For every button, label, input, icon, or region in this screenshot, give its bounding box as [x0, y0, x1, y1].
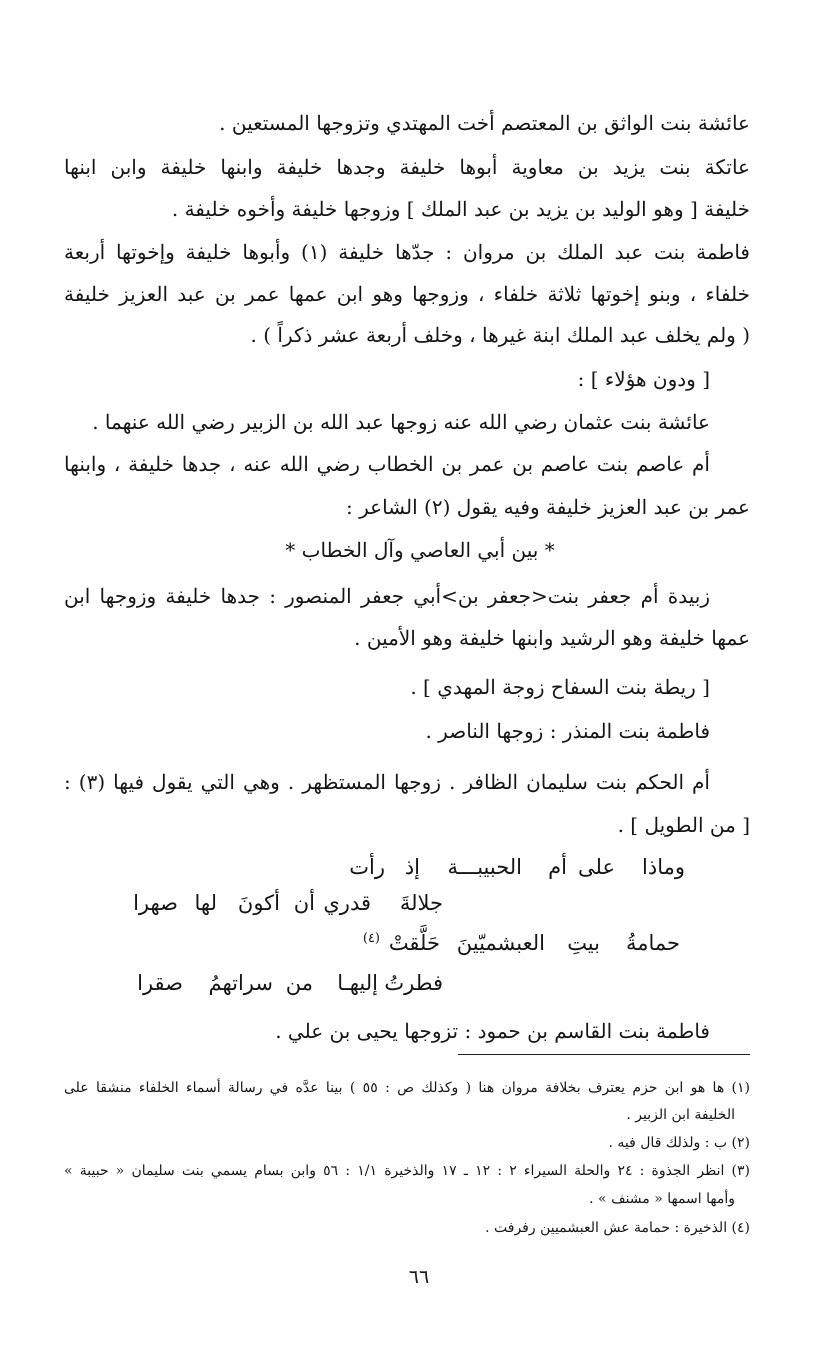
footnote-2: (٢) ب : ولذلك قال فيه .: [608, 1135, 750, 1151]
footnote-3-cont: وأمها اسمها « مشنف » .: [589, 1191, 735, 1207]
text-line-5: خلفاء ، وبنو إخوتها ثلاثة خلفاء ، وزوجها وهو ابن عمها عمر بن عبد العزيز خليفة: [64, 282, 750, 306]
text-line-6: ( ولم يخلف عبد الملك ابنة غيرها ، وخلف أربعة عشر ذكراً ) .: [250, 323, 750, 347]
footnote-1-cont: الخليفة ابن الزبير .: [626, 1107, 735, 1123]
text-line-4: فاطمة بنت عبد الملك بن مروان : جدّها خليفة (١) وأبوها خليفة وإخوتها أربعة: [64, 240, 750, 264]
footnote-separator: [458, 1054, 750, 1055]
text-line-12: زبيدة أم جعفر بنت<جعفر بن>أبي جعفر المنصور : جدها خليفة وزوجها ابن: [64, 584, 710, 608]
text-line-10: عمر بن عبد العزيز خليفة وفيه يقول (٢) الشاعر :: [346, 495, 750, 519]
text-line-2: عاتكة بنت يزيد بن معاوية أبوها خليفة وجدها خليفة وابنها خليفة وابن ابنها: [64, 155, 750, 179]
text-line-18: فاطمة بنت القاسم بن حمود : تزوجها يحيى بن علي .: [275, 1019, 710, 1043]
text-line-8: عائشة بنت عثمان رضي الله عنه زوجها عبد الله بن الزبير رضي الله عنهما .: [92, 410, 710, 434]
text-line-1: عائشة بنت الواثق بن المعتصم أخت المهتدي وتزوجها المستعين .: [219, 111, 750, 135]
footnote-3: (٣) انظر الجذوة : ٢٤ والحلة السيراء ٢ : ١٢ ـ ١٧ والذخيرة ١/١ : ٥٦ وابن بسام يسمي بنت سليمان « حبيبة »: [64, 1163, 750, 1179]
text-line-17: [ من الطويل ] .: [617, 813, 750, 837]
text-line-11-hemistich: * بين أبي العاصي وآل الخطاب *: [285, 538, 555, 562]
text-line-7: [ ودون هؤلاء ] :: [577, 367, 710, 391]
text-line-13: عمها خليفة وهو الرشيد وابنها خليفة وهو الأمين .: [354, 626, 750, 650]
text-line-16: أم الحكم بنت سليمان الظافر . زوجها المستظهر . وهي التي يقول فيها (٣) :: [64, 770, 710, 794]
text-line-9: أم عاصم بنت عاصم بن عمر بن الخطاب رضي الله عنه ، جدها خليفة ، وابنها: [64, 452, 710, 476]
book-page: عائشة بنت الواثق بن المعتصم أخت المهتدي وتزوجها المستعين . عاتكة بنت يزيد بن معاوية أبوها خليفة وجدها خليفة وابنها خليفة وابن ابنها خليفة [ وهو الوليد بن يزيد بن عبد الملك ] وزوجها خليفة وأخوه خليفة . فاطمة بنت عبد الملك بن مروان : جدّها خليفة (١) وأبوها خليفة وإخوتها أربعة خلفاء ، وبنو إخوتها ثلاثة خلفاء ، وزوجها وهو ابن عمها عمر بن عبد العزيز خليفة ( ولم يخلف عبد الملك ابنة غيرها ، وخلف أربعة عشر ذكراً ) . [ ودون هؤلاء ] : عائشة بنت عثمان رضي الله عنه زوجها عبد الله بن الزبير رضي الله عنهما . أم عاصم بنت عاصم بن عمر بن الخطاب رضي الله عنه ، جدها خليفة ، وابنها عمر بن عبد العزيز خليفة وفيه يقول (٢) الشاعر : * بين أبي العاصي وآل الخطاب * زبيدة أم جعفر بنت<جعفر بن>أبي جعفر المنصور : جدها خليفة وزوجها ابن عمها خليفة وهو الرشيد وابنها خليفة وهو الأمين . [ ريطة بنت السفاح زوجة المهدي ] . فاطمة بنت المنذر : زوجها الناصر . أم الحكم بنت سليمان الظافر . زوجها المستظهر . وهي التي يقول فيها (٣) : [ من الطويل ] . وماذا على أم الحبيبـــة إذ رأت جلالةَ قدري أن أكونَ لها صهرا حمامةُ بيتِ العبشميّينَ حَلَّقتْ (٤) فطرتُ إليهـا من سراتهمُ صقرا فاطمة بنت القاسم بن حمود : تزوجها يحيى بن علي . (١) ها هو ابن حزم يعترف بخلافة مروان هنا ( وكذلك ص : ٥٥ ) بينا عدَّه في رسالة أسماء الخلفاء منشقا على الخليفة ابن الزبير . (٢) ب : ولذلك قال فيه . (٣) انظر الجذوة : ٢٤ والحلة السيراء ٢ : ١٢ ـ ١٧ والذخيرة ١/١ : ٥٦ وابن بسام يسمي بنت سليمان « حبيبة » وأمها اسمها « مشنف » . (٤) الذخيرة : حمامة عش العبشميين رفرفت . ٦٦: [0, 0, 838, 1363]
text-line-14: [ ريطة بنت السفاح زوجة المهدي ] .: [410, 675, 710, 699]
footnote-4: (٤) الذخيرة : حمامة عش العبشميين رفرفت .: [485, 1220, 750, 1236]
footnote-1: (١) ها هو ابن حزم يعترف بخلافة مروان هنا ( وكذلك ص : ٥٥ ) بينا عدَّه في رسالة أسماء الخلفاء منشقا على: [64, 1080, 751, 1096]
text-line-3: خليفة [ وهو الوليد بن يزيد بن عبد الملك ] وزوجها خليفة وأخوه خليفة .: [171, 197, 750, 221]
page-number: ٦٦: [408, 1266, 430, 1288]
text-line-15: فاطمة بنت المنذر : زوجها الناصر .: [425, 719, 710, 743]
